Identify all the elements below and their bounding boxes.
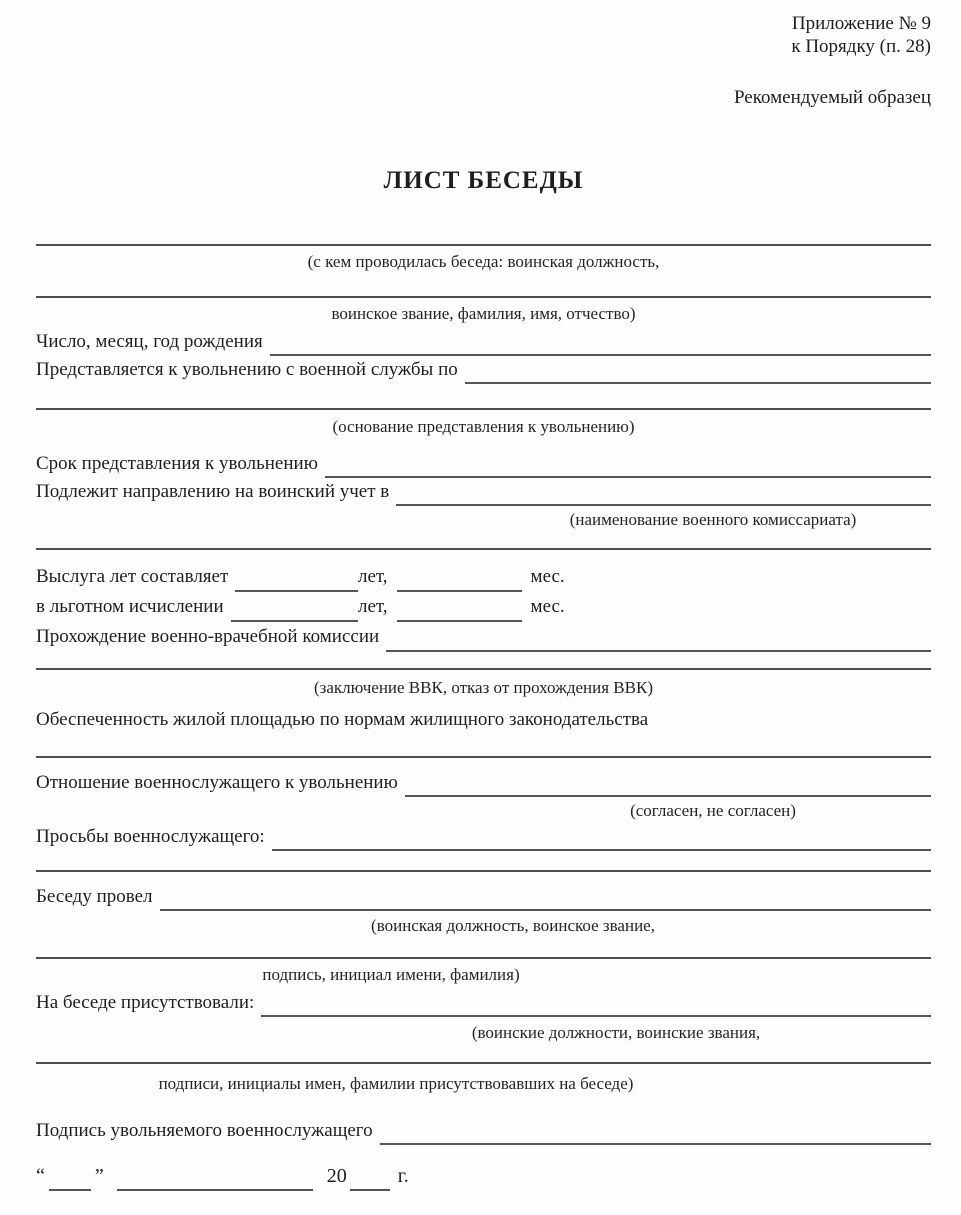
caption-agree: (согласен, не согласен) [630,801,796,820]
write-line-housing [36,734,931,758]
preferential-years-unit: лет, [358,596,388,617]
attendees-label: На беседе присутствовали: [36,992,255,1013]
annex-reference [36,12,931,58]
attendees-row [36,989,931,1017]
caption-interviewee-name: воинское звание, фамилия, имя, отчество) [331,304,636,323]
form-body [36,229,931,1191]
preferential-months-blank [397,592,522,622]
preferential-terms-label: в льготном исчислении [36,596,224,617]
date-close-quote: ” [94,1165,104,1187]
housing-row [36,706,931,734]
recommended-sample-note: Рекомендуемый образец [733,87,931,108]
write-line-vvk [36,652,931,670]
military-registration-label: Подлежит направлению на воинский учет в [36,481,390,502]
requests-blank [272,823,931,851]
date-year-suffix: г. [397,1165,409,1187]
write-line-requests [36,851,931,872]
write-line-attendees [36,1043,931,1064]
attendees-blank [261,989,931,1017]
write-line-commissariat [36,530,931,550]
requests-label: Просьбы военнослужащего: [36,826,265,847]
preferential-months-unit: мес. [530,596,565,617]
caption-interviewee-position: (с кем проводилась беседа: воинская должность, [307,252,660,271]
conducted-by-row [36,883,931,911]
medical-board-row [36,622,931,652]
service-years-unit: лет, [358,566,388,587]
annex-line-1: Приложение № 9 [791,13,931,34]
attitude-row [36,769,931,797]
date-century: 20 [326,1165,347,1187]
date-row [36,1161,931,1191]
conducted-by-label: Беседу провел [36,886,153,907]
discharge-reason-blank [465,356,931,384]
write-line-interviewee-2 [36,272,931,298]
discharge-term-label: Срок представления к увольнению [36,453,318,474]
signature-label: Подпись увольняемого военнослужащего [36,1120,373,1141]
birth-date-blank [270,328,931,356]
conducted-by-blank [160,883,931,911]
date-day-blank [49,1161,91,1191]
preferential-terms-row [36,592,931,622]
signature-row [36,1117,931,1145]
caption-conductor-signature: подпись, инициал имени, фамилия) [262,965,520,984]
signature-blank [380,1117,931,1145]
attitude-blank [405,769,931,797]
medical-board-label: Прохождение военно-врачебной комиссии [36,626,380,647]
write-line-interviewee-1 [36,229,931,246]
discharge-reason-row [36,356,931,384]
caption-conductor-position: (воинская должность, воинское звание, [371,916,655,935]
attitude-label: Отношение военнослужащего к увольнению [36,772,398,793]
medical-board-blank [386,622,931,652]
military-registration-row [36,478,931,506]
date-year-blank [350,1161,390,1191]
discharge-term-row [36,450,931,478]
page-title: ЛИСТ БЕСЕДЫ [383,167,584,194]
caption-commissariat: (наименование военного комиссариата) [569,510,857,529]
service-years-row [36,562,931,592]
write-line-discharge-basis [36,384,931,410]
annex-line-2: к Порядку (п. 28) [791,36,931,57]
military-registration-blank [396,478,931,506]
birth-date-label: Число, месяц, год рождения [36,331,263,352]
date-month-blank [117,1161,313,1191]
housing-label: Обеспеченность жилой площадью по нормам жилищного законодательства [36,709,649,730]
birth-date-row [36,328,931,356]
write-line-conductor [36,936,931,959]
service-months-blank [397,562,522,592]
requests-row [36,823,931,851]
caption-attendees-signatures: подписи, инициалы имен, фамилии присутствовавших на беседе) [158,1074,634,1093]
service-years-label: Выслуга лет составляет [36,566,229,587]
caption-vvk: (заключение ВВК, отказ от прохождения ВВК) [314,678,653,697]
caption-attendees-positions: (воинские должности, воинские звания, [471,1023,761,1042]
discharge-term-blank [325,450,931,478]
service-months-unit: мес. [530,566,565,587]
discharge-reason-label: Представляется к увольнению с военной службы по [36,359,458,380]
service-years-blank [235,562,358,592]
preferential-years-blank [231,592,358,622]
date-open-quote: “ [36,1165,45,1187]
caption-discharge-basis: (основание представления к увольнению) [332,417,635,436]
